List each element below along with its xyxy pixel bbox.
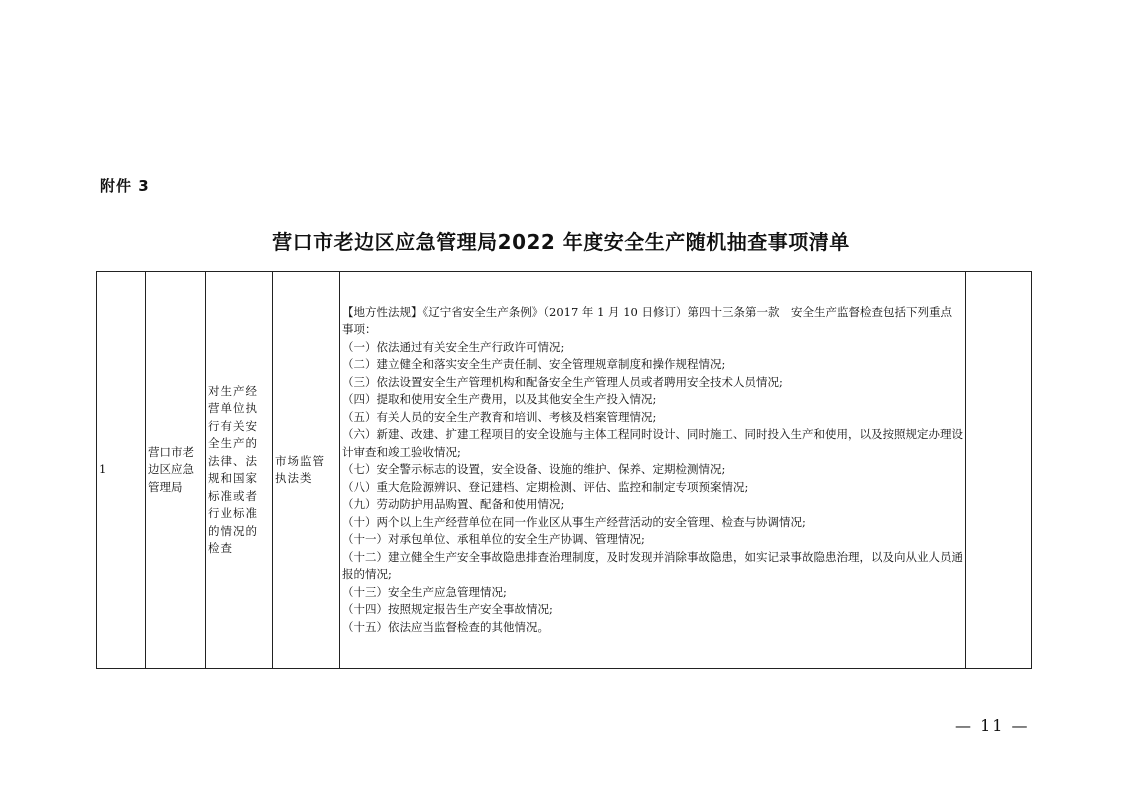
basis-line: （十二）建立健全生产安全事故隐患排查治理制度，及时发现并消除事故隐患，如实记录事故隐患治理，以及向从业人员通报的情况; [342, 549, 963, 582]
department-cell: 营口市老边区应急管理局 [146, 272, 206, 669]
attachment-label: 附件 3 [100, 177, 150, 195]
document-title: 营口市老边区应急管理局2022 年度安全生产随机抽查事项清单 [272, 230, 850, 254]
basis-line: （十）两个以上生产经营单位在同一作业区从事生产经营活动的安全管理、检查与协调情况; [342, 514, 806, 529]
basis-line: （二）建立健全和落实安全生产责任制、安全管理规章制度和操作规程情况; [342, 357, 726, 372]
basis-line: （一）依法通过有关安全生产行政许可情况; [342, 339, 565, 354]
basis-line: （十五）依法应当监督检查的其他情况。 [342, 619, 549, 634]
basis-line: （十三）安全生产应急管理情况; [342, 584, 507, 599]
basis-line: （九）劳动防护用品购置、配备和使用情况; [342, 497, 565, 512]
basis-line: （四）提取和使用安全生产费用，以及其他安全生产投入情况; [342, 392, 657, 407]
inspection-items-table [96, 271, 1032, 669]
basis-line: （六）新建、改建、扩建工程项目的安全设施与主体工程同时设计、同时施工、同时投入生产和使用，以及按照规定办理设计审查和竣工验收情况; [342, 427, 963, 459]
basis-line: 【地方性法规】《辽宁省安全生产条例》（2017 年 1 月 10 日修订）第四十三条第一款 安全生产监督检查包括下列重点事项： [342, 304, 952, 337]
row-number: 1 [97, 272, 146, 669]
basis-line: （十四）按照规定报告生产安全事故情况; [342, 602, 553, 617]
remarks-cell [966, 272, 1032, 669]
basis-line: （十一）对承包单位、承租单位的安全生产协调、管理情况; [342, 532, 645, 547]
page-number: — 11 — [955, 716, 1030, 735]
inspection-method-cell: 市场监管执法类 [273, 272, 340, 669]
basis-line: （五）有关人员的安全生产教育和培训、考核及档案管理情况; [342, 409, 657, 424]
table-row [97, 272, 1032, 669]
basis-line: （七）安全警示标志的设置，安全设备、设施的维护、保养、定期检测情况; [342, 462, 726, 477]
legal-basis-cell [340, 272, 966, 669]
basis-line: （八）重大危险源辨识、登记建档、定期检测、评估、监控和制定专项预案情况; [342, 479, 749, 494]
basis-line: （三）依法设置安全生产管理机构和配备安全生产管理人员或者聘用安全技术人员情况; [342, 374, 783, 389]
inspection-item-cell: 对生产经营单位执行有关安全生产的法律、法规和国家标准或者行业标准的情况的检查 [206, 272, 273, 669]
